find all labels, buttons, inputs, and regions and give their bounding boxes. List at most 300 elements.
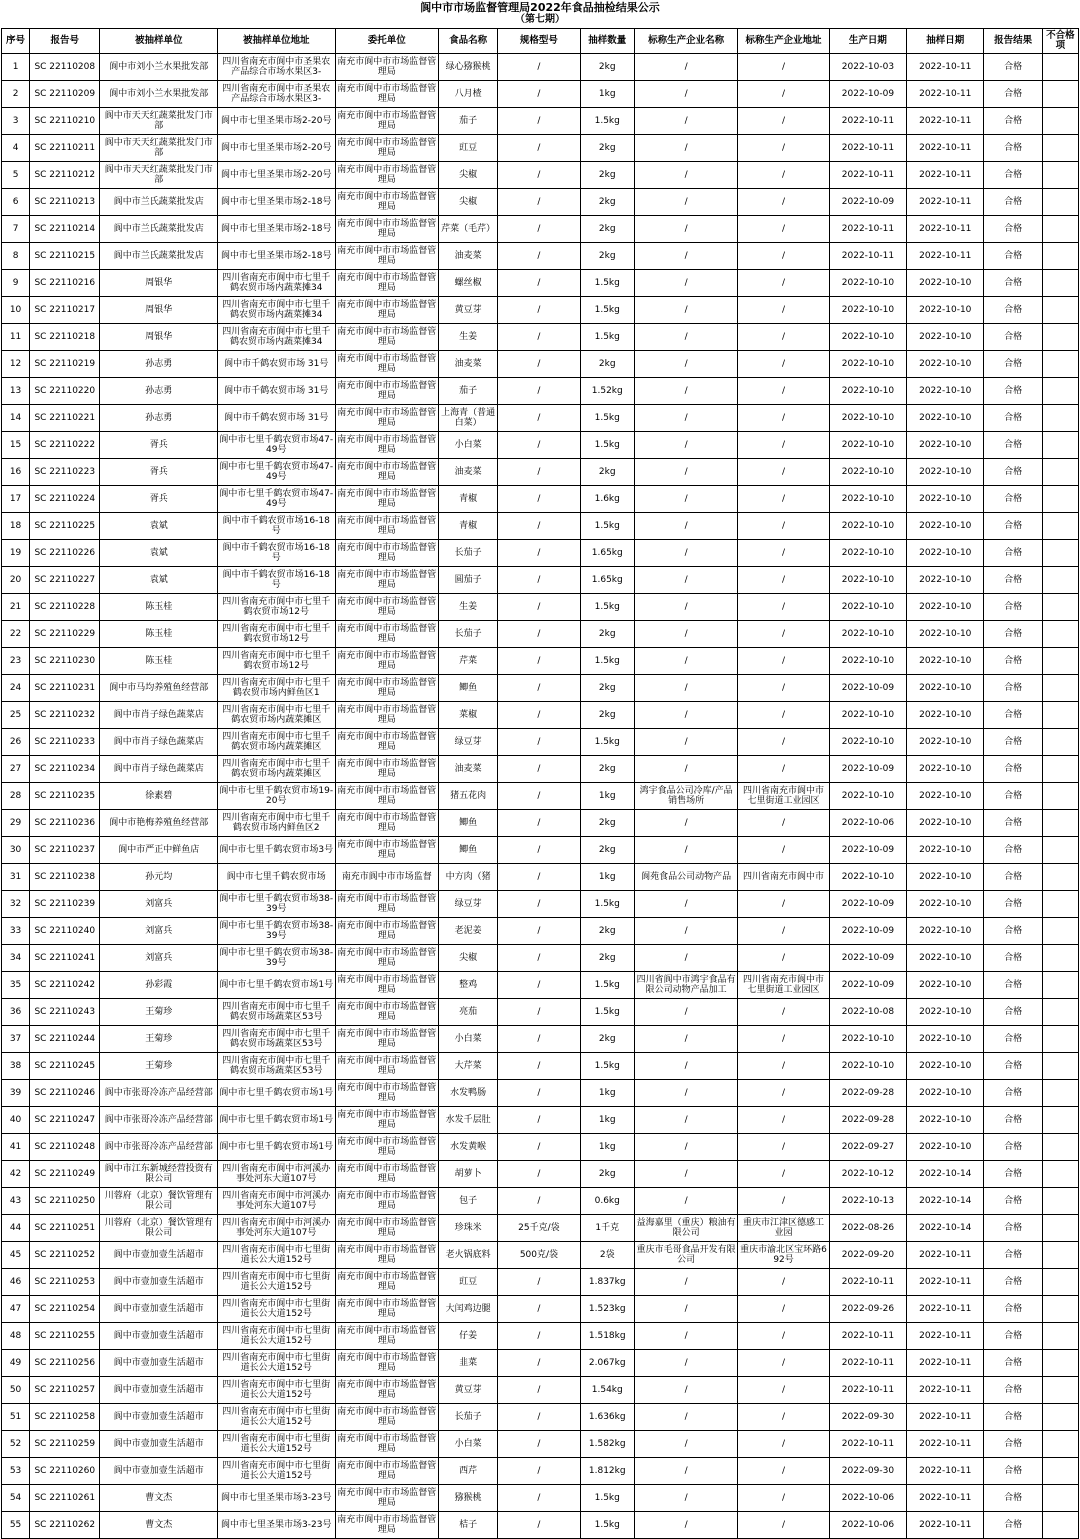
col-sampled-unit-cell: 孙志勇 xyxy=(100,378,218,405)
table-row xyxy=(2,1350,1079,1377)
col-quantity-cell: 2kg xyxy=(580,702,634,729)
col-spec-cell: / xyxy=(498,567,580,594)
col-quantity-cell: 1kg xyxy=(580,81,634,108)
col-quantity-cell: 0.6kg xyxy=(580,1188,634,1215)
col-manufacturer-address-cell: / xyxy=(738,324,829,351)
col-food-name-cell: 猪五花肉 xyxy=(438,783,497,810)
col-result-cell: 合格 xyxy=(984,378,1042,405)
col-spec-cell: / xyxy=(498,1404,580,1431)
col-report-no-cell: SC 22110249 xyxy=(30,1161,100,1188)
col-sampling-date-cell: 2022-10-10 xyxy=(907,648,984,675)
col-spec-cell: / xyxy=(498,54,580,81)
col-manufacturer-header: 标称生产企业名称 xyxy=(634,29,737,54)
col-sampled-unit-cell: 阆中市壹加壹生活超市 xyxy=(100,1377,218,1404)
col-report-no-cell: SC 22110262 xyxy=(30,1512,100,1539)
col-sampled-unit-cell: 阆中市天天红蔬菜批发门市部 xyxy=(100,162,218,189)
col-entrust-unit-cell: 南充市阆中市市场监督管理局 xyxy=(335,1377,438,1404)
col-unqualified-item-cell xyxy=(1042,756,1078,783)
col-unqualified-item-cell xyxy=(1042,567,1078,594)
col-quantity-cell: 2kg xyxy=(580,54,634,81)
col-food-name-cell: 韭菜 xyxy=(438,1350,497,1377)
col-manufacturer-cell: / xyxy=(634,1350,737,1377)
col-report-no-cell: SC 22110243 xyxy=(30,999,100,1026)
col-sampling-date-cell: 2022-10-10 xyxy=(907,945,984,972)
col-food-name-cell: 生姜 xyxy=(438,594,497,621)
table-row xyxy=(2,1026,1079,1053)
col-entrust-unit-cell: 南充市阆中市市场监督管理局 xyxy=(335,1242,438,1269)
col-entrust-unit-cell: 南充市阆中市市场监督管理局 xyxy=(335,1350,438,1377)
col-sampling-date-cell: 2022-10-10 xyxy=(907,837,984,864)
col-sampled-unit-cell: 袁斌 xyxy=(100,540,218,567)
col-sampled-unit-cell: 陈玉桂 xyxy=(100,621,218,648)
col-sampled-address-cell: 阆中市七里圣果市场2-20号 xyxy=(217,108,335,135)
col-sampling-date-cell: 2022-10-11 xyxy=(907,1269,984,1296)
col-spec-cell: / xyxy=(498,513,580,540)
col-food-name-cell: 长茄子 xyxy=(438,1404,497,1431)
col-spec-cell: 25千克/袋 xyxy=(498,1215,580,1242)
col-unqualified-item-cell xyxy=(1042,54,1078,81)
col-manufacturer-cell: / xyxy=(634,1161,737,1188)
col-quantity-cell: 1.5kg xyxy=(580,1485,634,1512)
col-spec-cell: / xyxy=(498,1323,580,1350)
col-entrust-unit-cell: 南充市阆中市市场监督管理局 xyxy=(335,1188,438,1215)
table-row xyxy=(2,378,1079,405)
col-result-cell: 合格 xyxy=(984,999,1042,1026)
col-production-date-cell: 2022-10-11 xyxy=(829,1431,906,1458)
col-quantity-cell: 2kg xyxy=(580,945,634,972)
col-sampling-date-cell: 2022-10-10 xyxy=(907,432,984,459)
col-quantity-cell: 1.65kg xyxy=(580,540,634,567)
col-quantity-cell: 2kg xyxy=(580,675,634,702)
col-production-date-cell: 2022-10-10 xyxy=(829,459,906,486)
col-sampled-unit-cell: 周银华 xyxy=(100,297,218,324)
col-manufacturer-cell: / xyxy=(634,1485,737,1512)
col-sampled-unit-cell: 阆中市刘小兰水果批发部 xyxy=(100,54,218,81)
col-report-no-cell: SC 22110231 xyxy=(30,675,100,702)
col-food-name-cell: 芹菜（毛芹） xyxy=(438,216,497,243)
col-report-no-cell: SC 22110212 xyxy=(30,162,100,189)
col-unqualified-item-cell xyxy=(1042,189,1078,216)
col-food-name-cell: 鲫鱼 xyxy=(438,810,497,837)
col-entrust-unit-cell: 南充市阆中市市场监督管理局 xyxy=(335,1053,438,1080)
col-unqualified-item-header: 不合格项 xyxy=(1042,29,1078,54)
col-entrust-unit-cell: 南充市阆中市市场监督管理局 xyxy=(335,432,438,459)
col-result-header: 报告结果 xyxy=(984,29,1042,54)
col-production-date-header: 生产日期 xyxy=(829,29,906,54)
col-result-cell: 合格 xyxy=(984,351,1042,378)
col-manufacturer-cell: / xyxy=(634,1134,737,1161)
col-seq-cell: 44 xyxy=(2,1215,30,1242)
col-manufacturer-address-cell: / xyxy=(738,513,829,540)
col-manufacturer-address-cell: / xyxy=(738,1053,829,1080)
col-unqualified-item-cell xyxy=(1042,108,1078,135)
table-row xyxy=(2,891,1079,918)
col-quantity-cell: 1.523kg xyxy=(580,1296,634,1323)
col-quantity-cell: 2kg xyxy=(580,243,634,270)
col-unqualified-item-cell xyxy=(1042,783,1078,810)
col-seq-cell: 9 xyxy=(2,270,30,297)
col-production-date-cell: 2022-09-26 xyxy=(829,1296,906,1323)
col-manufacturer-address-cell: / xyxy=(738,378,829,405)
col-manufacturer-cell: / xyxy=(634,891,737,918)
col-sampled-address-cell: 阆中市七里千鹤农贸市场3号 xyxy=(217,837,335,864)
col-sampling-date-cell: 2022-10-10 xyxy=(907,540,984,567)
col-entrust-unit-cell: 南充市阆中市市场监督管理局 xyxy=(335,297,438,324)
col-production-date-cell: 2022-10-10 xyxy=(829,432,906,459)
col-quantity-cell: 2.067kg xyxy=(580,1350,634,1377)
col-manufacturer-address-cell: / xyxy=(738,594,829,621)
col-sampling-date-cell: 2022-10-10 xyxy=(907,1134,984,1161)
col-manufacturer-cell: / xyxy=(634,945,737,972)
col-entrust-unit-cell: 南充市阆中市市场监督管理局 xyxy=(335,540,438,567)
col-spec-cell: / xyxy=(498,378,580,405)
col-report-no-cell: SC 22110228 xyxy=(30,594,100,621)
col-entrust-unit-cell: 南充市阆中市市场监督管理局 xyxy=(335,567,438,594)
col-food-name-cell: 珍珠米 xyxy=(438,1215,497,1242)
col-food-name-cell: 菜椒 xyxy=(438,702,497,729)
col-result-cell: 合格 xyxy=(984,1080,1042,1107)
col-food-name-cell: 水发千层肚 xyxy=(438,1107,497,1134)
table-row xyxy=(2,1512,1079,1539)
col-seq-cell: 2 xyxy=(2,81,30,108)
col-sampled-address-cell: 四川省南充市阆中市七里街道长公大道152号 xyxy=(217,1323,335,1350)
col-report-no-cell: SC 22110233 xyxy=(30,729,100,756)
col-quantity-cell: 2kg xyxy=(580,837,634,864)
col-unqualified-item-cell xyxy=(1042,1215,1078,1242)
col-manufacturer-address-cell: / xyxy=(738,648,829,675)
col-sampled-address-cell: 四川省南充市阆中市圣果农产品综合市场水果区3- xyxy=(217,54,335,81)
col-sampled-unit-cell: 刘富兵 xyxy=(100,891,218,918)
col-report-no-cell: SC 22110217 xyxy=(30,297,100,324)
col-sampled-address-cell: 阆中市七里千鹤农贸市场38-39号 xyxy=(217,891,335,918)
col-production-date-cell: 2022-10-10 xyxy=(829,621,906,648)
col-result-cell: 合格 xyxy=(984,1431,1042,1458)
col-manufacturer-cell: / xyxy=(634,1458,737,1485)
col-report-no-cell: SC 22110255 xyxy=(30,1323,100,1350)
col-food-name-cell: 油麦菜 xyxy=(438,243,497,270)
col-manufacturer-cell: 鸿宇食品公司冷库/产品销售场所 xyxy=(634,783,737,810)
col-sampling-date-cell: 2022-10-10 xyxy=(907,702,984,729)
col-unqualified-item-cell xyxy=(1042,1026,1078,1053)
col-result-cell: 合格 xyxy=(984,810,1042,837)
col-spec-cell: / xyxy=(498,837,580,864)
col-spec-cell: / xyxy=(498,108,580,135)
col-manufacturer-cell: 阆苑食品公司动物产品 xyxy=(634,864,737,891)
col-food-name-cell: 鲫鱼 xyxy=(438,675,497,702)
col-result-cell: 合格 xyxy=(984,594,1042,621)
col-spec-cell: / xyxy=(498,1377,580,1404)
col-unqualified-item-cell xyxy=(1042,216,1078,243)
col-manufacturer-address-cell: / xyxy=(738,918,829,945)
col-food-name-cell: 大闰鸡边腿 xyxy=(438,1296,497,1323)
table-row xyxy=(2,1053,1079,1080)
col-seq-cell: 43 xyxy=(2,1188,30,1215)
col-sampling-date-cell: 2022-10-11 xyxy=(907,1485,984,1512)
table-row xyxy=(2,702,1079,729)
col-manufacturer-cell: / xyxy=(634,999,737,1026)
col-quantity-cell: 1.5kg xyxy=(580,297,634,324)
col-sampled-address-cell: 四川省南充市阆中市圣果农产品综合市场水果区3- xyxy=(217,81,335,108)
col-manufacturer-address-cell: / xyxy=(738,729,829,756)
col-sampling-date-cell: 2022-10-11 xyxy=(907,216,984,243)
col-spec-cell: / xyxy=(498,594,580,621)
col-food-name-cell: 茄子 xyxy=(438,108,497,135)
col-sampled-address-cell: 阆中市七里圣果市场2-18号 xyxy=(217,189,335,216)
col-production-date-cell: 2022-10-10 xyxy=(829,864,906,891)
col-result-cell: 合格 xyxy=(984,1404,1042,1431)
col-report-no-cell: SC 22110260 xyxy=(30,1458,100,1485)
col-seq-cell: 53 xyxy=(2,1458,30,1485)
col-manufacturer-address-cell: / xyxy=(738,1296,829,1323)
col-report-no-cell: SC 22110222 xyxy=(30,432,100,459)
col-seq-header: 序号 xyxy=(2,29,30,54)
col-spec-cell: / xyxy=(498,1485,580,1512)
col-manufacturer-address-cell: / xyxy=(738,270,829,297)
col-quantity-cell: 1.636kg xyxy=(580,1404,634,1431)
col-sampled-address-cell: 阆中市七里圣果市场3-23号 xyxy=(217,1485,335,1512)
col-production-date-cell: 2022-10-10 xyxy=(829,1026,906,1053)
col-production-date-cell: 2022-10-06 xyxy=(829,1485,906,1512)
table-row xyxy=(2,999,1079,1026)
col-spec-cell: / xyxy=(498,621,580,648)
col-sampled-unit-cell: 阆中市兰氏蔬菜批发店 xyxy=(100,189,218,216)
col-entrust-unit-cell: 南充市阆中市市场监督管理局 xyxy=(335,135,438,162)
col-report-no-cell: SC 22110232 xyxy=(30,702,100,729)
col-manufacturer-cell: / xyxy=(634,162,737,189)
col-sampling-date-header: 抽样日期 xyxy=(907,29,984,54)
col-sampling-date-cell: 2022-10-10 xyxy=(907,1053,984,1080)
col-sampling-date-cell: 2022-10-10 xyxy=(907,270,984,297)
col-entrust-unit-cell: 南充市阆中市市场监督管理局 xyxy=(335,486,438,513)
col-sampled-address-header: 被抽样单位地址 xyxy=(217,29,335,54)
col-quantity-cell: 1.5kg xyxy=(580,972,634,999)
col-unqualified-item-cell xyxy=(1042,486,1078,513)
col-food-name-cell: 八月楂 xyxy=(438,81,497,108)
table-row xyxy=(2,1242,1079,1269)
col-report-no-cell: SC 22110229 xyxy=(30,621,100,648)
col-result-cell: 合格 xyxy=(984,918,1042,945)
col-result-cell: 合格 xyxy=(984,108,1042,135)
table-row xyxy=(2,459,1079,486)
table-row xyxy=(2,1431,1079,1458)
col-sampled-unit-cell: 袁斌 xyxy=(100,567,218,594)
col-food-name-cell: 鲫鱼 xyxy=(438,837,497,864)
col-manufacturer-address-cell: 四川省南充市阆中市七里街道工业园区 xyxy=(738,783,829,810)
col-sampling-date-cell: 2022-10-10 xyxy=(907,675,984,702)
col-sampling-date-cell: 2022-10-11 xyxy=(907,1242,984,1269)
col-quantity-cell: 1.65kg xyxy=(580,567,634,594)
col-production-date-cell: 2022-10-10 xyxy=(829,594,906,621)
page-subtitle: （第七期） xyxy=(515,14,565,25)
col-entrust-unit-cell: 南充市阆中市市场监督管理局 xyxy=(335,324,438,351)
table-row xyxy=(2,135,1079,162)
table-row xyxy=(2,1404,1079,1431)
table-row xyxy=(2,945,1079,972)
col-sampled-unit-cell: 阆中市天天红蔬菜批发门市部 xyxy=(100,108,218,135)
col-seq-cell: 41 xyxy=(2,1134,30,1161)
col-sampling-date-cell: 2022-10-10 xyxy=(907,864,984,891)
col-manufacturer-cell: / xyxy=(634,1107,737,1134)
col-seq-cell: 35 xyxy=(2,972,30,999)
col-sampled-address-cell: 四川省南充市阆中市七里街道长公大道152号 xyxy=(217,1458,335,1485)
col-quantity-cell: 1.518kg xyxy=(580,1323,634,1350)
col-entrust-unit-cell: 南充市阆中市市场监督管理局 xyxy=(335,594,438,621)
col-result-cell: 合格 xyxy=(984,540,1042,567)
col-result-cell: 合格 xyxy=(984,270,1042,297)
col-seq-cell: 6 xyxy=(2,189,30,216)
col-unqualified-item-cell xyxy=(1042,999,1078,1026)
col-quantity-cell: 1.5kg xyxy=(580,405,634,432)
col-food-name-cell: 尖椒 xyxy=(438,162,497,189)
col-spec-cell: / xyxy=(498,1269,580,1296)
col-quantity-cell: 1.5kg xyxy=(580,999,634,1026)
col-sampled-unit-cell: 阆中市肖子绿色蔬菜店 xyxy=(100,702,218,729)
col-entrust-unit-cell: 南充市阆中市市场监督管理局 xyxy=(335,1458,438,1485)
col-unqualified-item-cell xyxy=(1042,675,1078,702)
col-manufacturer-address-cell: / xyxy=(738,162,829,189)
col-report-no-cell: SC 22110218 xyxy=(30,324,100,351)
col-sampled-address-cell: 四川省南充市阆中市七里街道长公大道152号 xyxy=(217,1431,335,1458)
col-production-date-cell: 2022-08-26 xyxy=(829,1215,906,1242)
col-report-no-cell: SC 22110257 xyxy=(30,1377,100,1404)
col-food-name-cell: 豇豆 xyxy=(438,1269,497,1296)
col-report-no-cell: SC 22110256 xyxy=(30,1350,100,1377)
col-manufacturer-address-cell: / xyxy=(738,108,829,135)
col-sampled-unit-cell: 周银华 xyxy=(100,270,218,297)
col-result-cell: 合格 xyxy=(984,1242,1042,1269)
col-unqualified-item-cell xyxy=(1042,459,1078,486)
col-manufacturer-cell: / xyxy=(634,594,737,621)
table-row xyxy=(2,1188,1079,1215)
col-sampled-unit-cell: 阆中市壹加壹生活超市 xyxy=(100,1404,218,1431)
col-report-no-cell: SC 22110240 xyxy=(30,918,100,945)
col-manufacturer-address-cell: / xyxy=(738,1269,829,1296)
col-seq-cell: 8 xyxy=(2,243,30,270)
col-result-cell: 合格 xyxy=(984,189,1042,216)
col-result-cell: 合格 xyxy=(984,756,1042,783)
table-row xyxy=(2,243,1079,270)
col-manufacturer-cell: / xyxy=(634,108,737,135)
col-report-no-header: 报告号 xyxy=(30,29,100,54)
col-sampling-date-cell: 2022-10-10 xyxy=(907,1107,984,1134)
col-report-no-cell: SC 22110245 xyxy=(30,1053,100,1080)
col-sampled-unit-cell: 阆中市刘小兰水果批发部 xyxy=(100,81,218,108)
col-manufacturer-cell: / xyxy=(634,1053,737,1080)
col-manufacturer-address-cell: / xyxy=(738,891,829,918)
table-row xyxy=(2,189,1079,216)
col-unqualified-item-cell xyxy=(1042,1242,1078,1269)
col-sampled-address-cell: 阆中市七里千鹤农贸市场1号 xyxy=(217,1107,335,1134)
col-report-no-cell: SC 22110252 xyxy=(30,1242,100,1269)
col-sampled-unit-cell: 胥兵 xyxy=(100,459,218,486)
col-result-cell: 合格 xyxy=(984,567,1042,594)
col-manufacturer-cell: / xyxy=(634,756,737,783)
col-production-date-cell: 2022-10-10 xyxy=(829,378,906,405)
col-report-no-cell: SC 22110253 xyxy=(30,1269,100,1296)
col-entrust-unit-cell: 南充市阆中市市场监督管理局 xyxy=(335,1107,438,1134)
col-spec-cell: / xyxy=(498,1080,580,1107)
col-manufacturer-address-cell: / xyxy=(738,1134,829,1161)
col-result-cell: 合格 xyxy=(984,135,1042,162)
col-unqualified-item-cell xyxy=(1042,1107,1078,1134)
col-unqualified-item-cell xyxy=(1042,297,1078,324)
col-report-no-cell: SC 22110251 xyxy=(30,1215,100,1242)
col-manufacturer-cell: / xyxy=(634,81,737,108)
col-sampled-unit-cell: 阆中市马均养殖鱼经营部 xyxy=(100,675,218,702)
col-unqualified-item-cell xyxy=(1042,324,1078,351)
col-sampled-unit-cell: 阆中市严正中鲜鱼店 xyxy=(100,837,218,864)
table-row xyxy=(2,1161,1079,1188)
col-food-name-cell: 绿豆芽 xyxy=(438,891,497,918)
col-result-cell: 合格 xyxy=(984,432,1042,459)
col-report-no-cell: SC 22110223 xyxy=(30,459,100,486)
col-sampled-unit-cell: 阆中市壹加壹生活超市 xyxy=(100,1323,218,1350)
col-quantity-cell: 1.837kg xyxy=(580,1269,634,1296)
table-row xyxy=(2,351,1079,378)
col-production-date-cell: 2022-10-11 xyxy=(829,1350,906,1377)
col-manufacturer-cell: / xyxy=(634,1026,737,1053)
col-spec-cell: / xyxy=(498,702,580,729)
col-manufacturer-address-header: 标称生产企业地址 xyxy=(738,29,829,54)
col-result-cell: 合格 xyxy=(984,459,1042,486)
col-food-name-cell: 茄子 xyxy=(438,378,497,405)
col-seq-cell: 22 xyxy=(2,621,30,648)
col-sampled-address-cell: 四川省南充市阆中市河溪办事处河东大道107号 xyxy=(217,1215,335,1242)
col-manufacturer-cell: / xyxy=(634,54,737,81)
col-result-cell: 合格 xyxy=(984,837,1042,864)
col-manufacturer-address-cell: 重庆市渝北区宝环路692号 xyxy=(738,1242,829,1269)
col-production-date-cell: 2022-10-11 xyxy=(829,108,906,135)
col-unqualified-item-cell xyxy=(1042,1458,1078,1485)
col-result-cell: 合格 xyxy=(984,1512,1042,1539)
col-manufacturer-cell: / xyxy=(634,702,737,729)
col-unqualified-item-cell xyxy=(1042,810,1078,837)
col-food-name-cell: 芹菜 xyxy=(438,648,497,675)
col-sampled-address-cell: 四川省南充市阆中市七里千鹤农贸市场内蔬菜摊34 xyxy=(217,324,335,351)
col-unqualified-item-cell xyxy=(1042,972,1078,999)
col-seq-cell: 10 xyxy=(2,297,30,324)
col-food-name-cell: 小白菜 xyxy=(438,432,497,459)
col-seq-cell: 39 xyxy=(2,1080,30,1107)
col-result-cell: 合格 xyxy=(984,675,1042,702)
col-production-date-cell: 2022-10-09 xyxy=(829,918,906,945)
col-manufacturer-address-cell: / xyxy=(738,621,829,648)
col-sampled-address-cell: 阆中市七里千鹤农贸市场1号 xyxy=(217,1080,335,1107)
col-seq-cell: 15 xyxy=(2,432,30,459)
col-result-cell: 合格 xyxy=(984,1188,1042,1215)
col-entrust-unit-cell: 南充市阆中市市场监督管理局 xyxy=(335,675,438,702)
col-quantity-cell: 2袋 xyxy=(580,1242,634,1269)
col-sampled-address-cell: 四川省南充市阆中市七里街道长公大道152号 xyxy=(217,1269,335,1296)
table-row xyxy=(2,864,1079,891)
col-report-no-cell: SC 22110258 xyxy=(30,1404,100,1431)
col-sampling-date-cell: 2022-10-10 xyxy=(907,1080,984,1107)
col-sampled-address-cell: 四川省南充市阆中市七里千鹤农贸市场内蔬菜摊区 xyxy=(217,756,335,783)
col-result-cell: 合格 xyxy=(984,1269,1042,1296)
col-result-cell: 合格 xyxy=(984,1296,1042,1323)
col-sampled-address-cell: 阆中市七里千鹤农贸市场 xyxy=(217,864,335,891)
col-food-name-cell: 老火锅底料 xyxy=(438,1242,497,1269)
col-spec-cell: / xyxy=(498,81,580,108)
col-seq-cell: 45 xyxy=(2,1242,30,1269)
col-sampling-date-cell: 2022-10-11 xyxy=(907,243,984,270)
col-manufacturer-cell: 重庆市毛哥食品开发有限公司 xyxy=(634,1242,737,1269)
col-quantity-cell: 2kg xyxy=(580,1026,634,1053)
table-row xyxy=(2,270,1079,297)
col-seq-cell: 5 xyxy=(2,162,30,189)
col-food-name-cell: 长茄子 xyxy=(438,540,497,567)
col-report-no-cell: SC 22110247 xyxy=(30,1107,100,1134)
